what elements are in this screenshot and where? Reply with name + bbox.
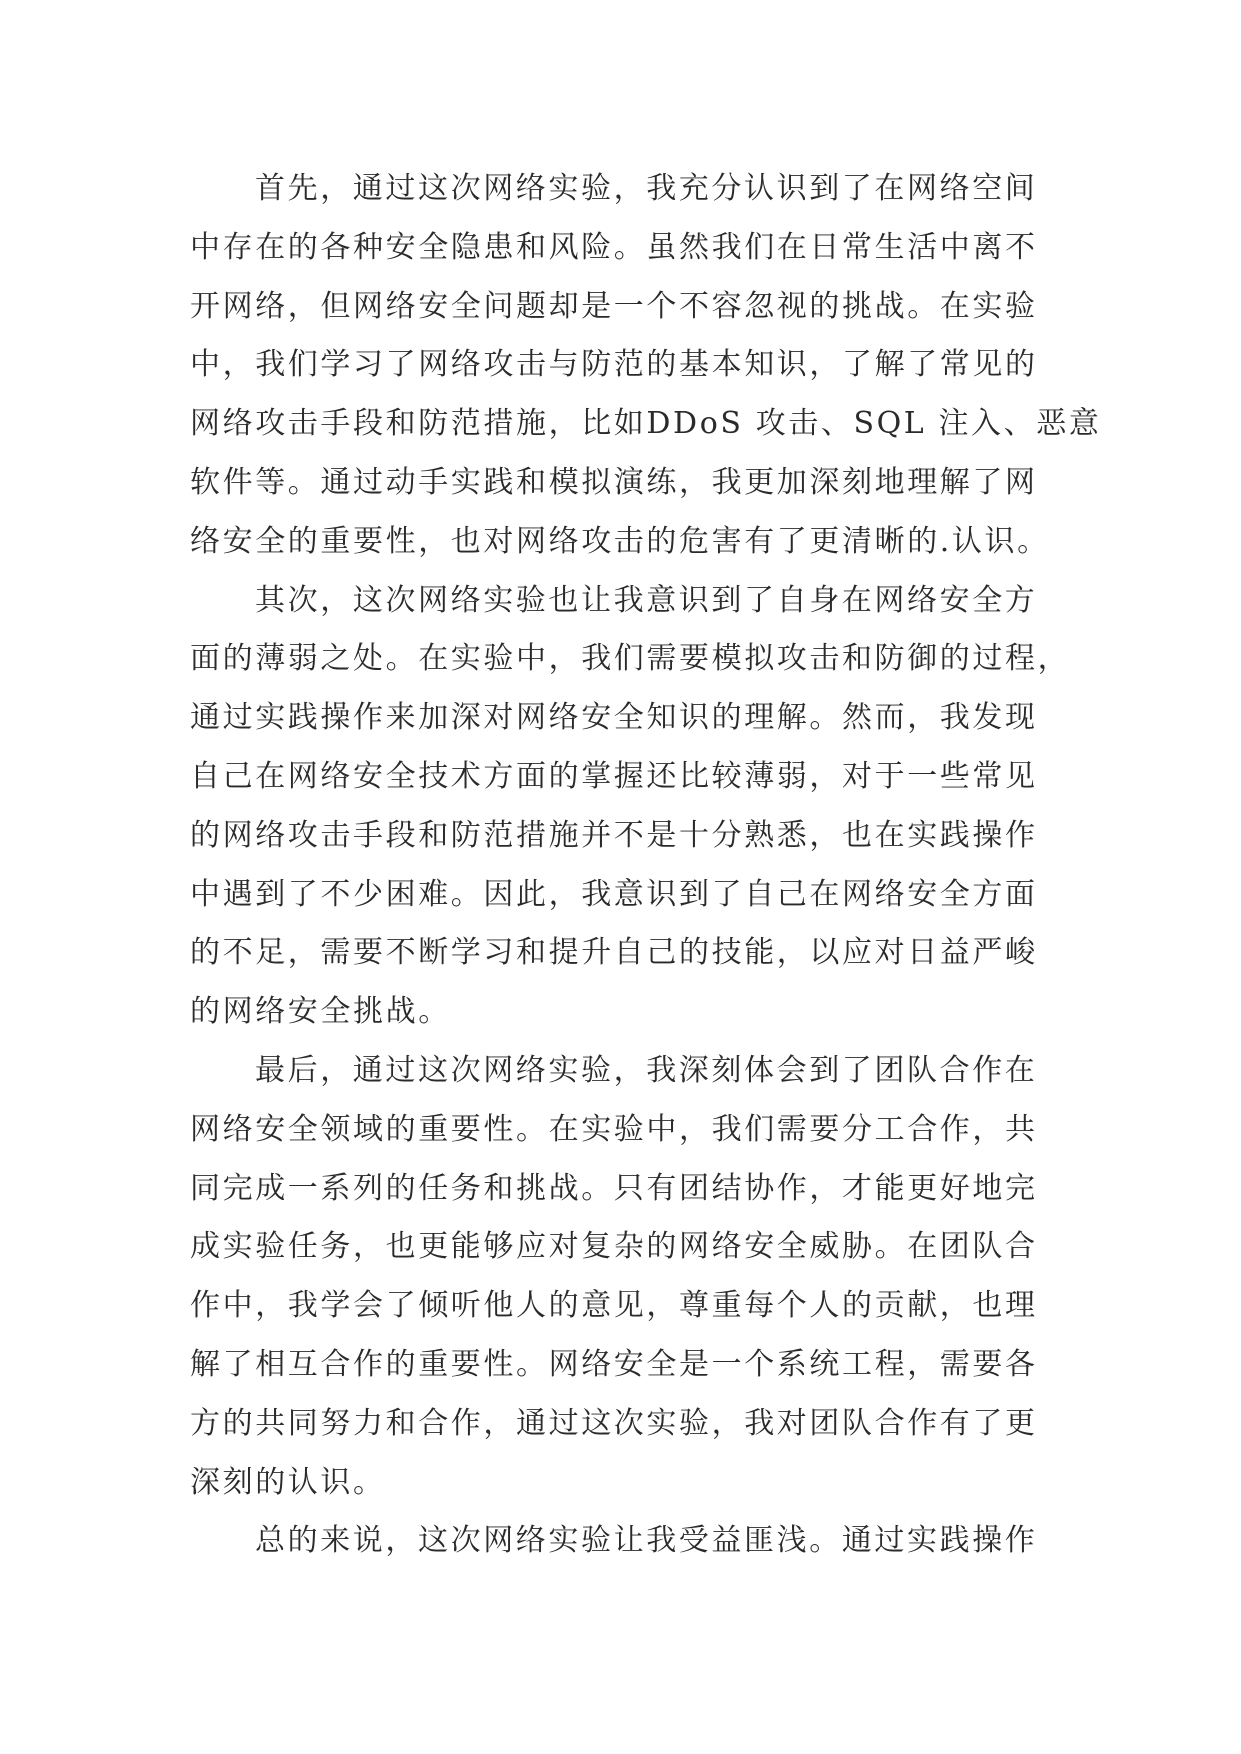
text-line: 中存在的各种安全隐患和风险。虽然我们在日常生活中离不 [190, 229, 1038, 265]
text-line: 的网络攻击手段和防范措施并不是十分熟悉，也在实践操作 [190, 817, 1038, 853]
text-line: 的网络安全挑战。 [190, 994, 451, 1030]
text-line: 的不足，需要不断学习和提升自己的技能，以应对日益严峻 [190, 935, 1038, 971]
text-line: 中，我们学习了网络攻击与防范的基本知识，了解了常见的 [190, 347, 1038, 383]
text-line: 开网络，但网络安全问题却是一个不容忽视的挑战。在实验 [190, 288, 1038, 324]
text-line: 成实验任务，也更能够应对复杂的网络安全威胁。在团队合 [190, 1229, 1038, 1265]
text-line: 中遇到了不少困难。因此，我意识到了自己在网络安全方面 [190, 876, 1038, 912]
text-line: 面的薄弱之处。在实验中，我们需要模拟攻击和防御的过程， [190, 641, 1071, 677]
text-line: 软件等。通过动手实践和模拟演练，我更加深刻地理解了网 [190, 464, 1038, 500]
text-line: 通过实践操作来加深对网络安全知识的理解。然而，我发现 [190, 700, 1038, 736]
document-body [190, 160, 1102, 1571]
paragraph-2 [190, 572, 1071, 1042]
text-line: 作中，我学会了倾听他人的意见，尊重每个人的贡献，也理 [190, 1288, 1038, 1324]
text-line: 总的来说，这次网络实验让我受益匪浅。通过实践操作 [255, 1523, 1038, 1559]
text-line: 网络安全领域的重要性。在实验中，我们需要分工合作，共 [190, 1111, 1038, 1147]
text-line: 同完成一系列的任务和挑战。只有团结协作，才能更好地完 [190, 1170, 1038, 1206]
text-line: 络安全的重要性，也对网络攻击的危害有了更清晰的.认识。 [190, 523, 1050, 559]
paragraph-1 [190, 160, 1102, 572]
paragraph-4 [190, 1512, 1050, 1571]
text-line: 网络攻击手段和防范措施，比如DDoS 攻击、SQL 注入、恶意 [190, 406, 1102, 442]
paragraph-3 [190, 1042, 1050, 1512]
text-line: 深刻的认识。 [190, 1464, 386, 1500]
text-line: 解了相互合作的重要性。网络安全是一个系统工程，需要各 [190, 1346, 1038, 1382]
text-line: 其次，这次网络实验也让我意识到了自身在网络安全方 [255, 582, 1038, 618]
text-line: 自己在网络安全技术方面的掌握还比较薄弱，对于一些常见 [190, 758, 1038, 794]
text-line: 方的共同努力和合作，通过这次实验，我对团队合作有了更 [190, 1405, 1038, 1441]
text-line: 首先，通过这次网络实验，我充分认识到了在网络空间 [255, 171, 1038, 206]
text-line: 最后，通过这次网络实验，我深刻体会到了团队合作在 [255, 1052, 1038, 1088]
